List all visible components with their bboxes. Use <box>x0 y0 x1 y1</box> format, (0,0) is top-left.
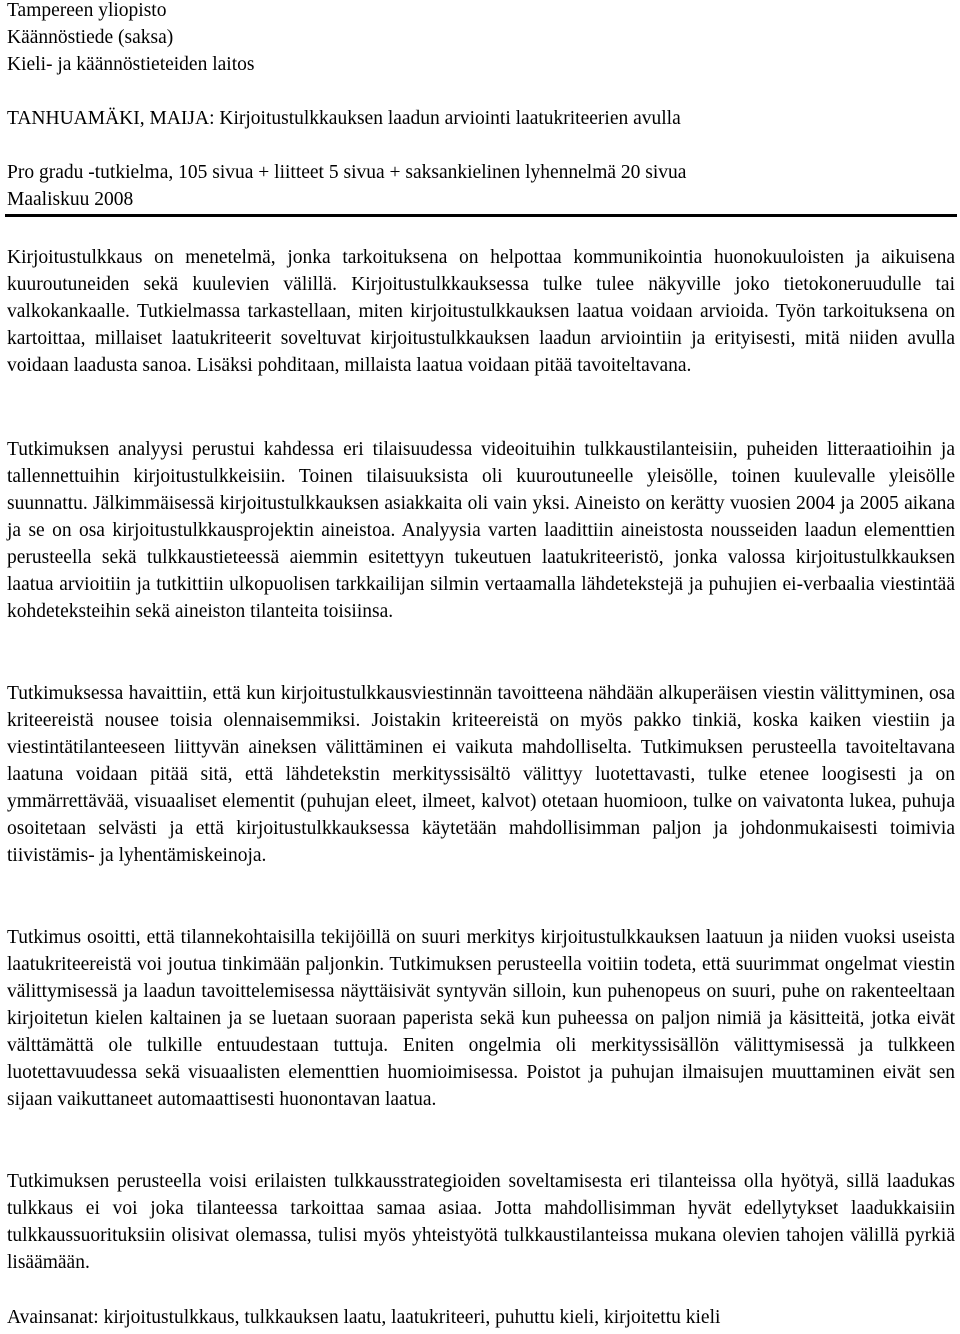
abstract-paragraph-2: Tutkimuksen analyysi perustui kahdessa eri tilaisuudessa videoituihin tulkkaustilanteisiin, puheiden litteraatioihin ja tallennettuihin kirjoitustulkkeisiin. Toinen tilaisuuksista oli kuuroutuneelle yleisölle, toinen kuulevalle yleisölle suunnattu. Jälkimmäisessä kirjoitustulkkauksen asiakkaita oli vain yksi. Aineisto on kerätty vuosien 2004 ja 2005 aikana ja se on osa kirjoitustulkkausprojektin aineistoa. Analyysia varten laadittiin aineistosta nousseiden laadun elementtien perusteella sekä tulkkaustieteessä aiemmin esitettyyn tukeutuen laatukriteeristö, jonka valossa kirjoitustulkkauksen laatua arvioitiin ja tutkittiin ulkopuolisen tarkkailijan silmin vertaamalla lähdetekstejä ja puhujien ei-verbaalia viestintää kohdeteksteihin sekä aineiston tilanteita toisiinsa. <box>7 439 955 622</box>
keywords: Avainsanat: kirjoitustulkkaus, tulkkauksen laatu, laatukriteeri, puhuttu kieli, kirjoitettu kieli <box>7 1307 721 1328</box>
abstract-paragraph-3: Tutkimuksessa havaittiin, että kun kirjoitustulkkausviestinnän tavoitteena nähdään alkuperäisen viestin välittyminen, osa kriteereistä nousee toisia olennaisemmiksi. Joistakin kriteereistä on myös pakko tinkiä, koska kaiken viestiin ja viestintätilanteeseen liittyvän aineksen välittäminen ei vaikuta mahdolliselta. Tutkimuksen perusteella tavoiteltavana laatuna voidaan pitää sitä, että lähdetekstin merkityssisältö välittyy luotettavasti, tulke etenee loogisesti ja on ymmärrettävää, visuaaliset elementit (puhujan eleet, ilmeet, kalvot) otetaan huomioon, tulke on vaivatonta lukea, puhuja osoitetaan selvästi ja että kirjoitustulkkauksessa käytetään mahdollisimman paljon ja johdonmukaisesti toimivia tiivistämis- ja lyhentämiskeinoja. <box>7 683 955 866</box>
thesis-date: Maaliskuu 2008 <box>7 189 134 210</box>
department-name: Käännöstiede (saksa) <box>7 27 174 48</box>
abstract-paragraph-4: Tutkimus osoitti, että tilannekohtaisilla tekijöillä on suuri merkitys kirjoitustulkkauksen laatuun ja niiden vuoksi useista laatukriteereistä voi joutua tinkimään paljonkin. Tutkimuksen perusteella voitiin todeta, että suurimmat ongelmat viestin välittymisessä ja laadun tavoittelemisessa näyttäisivät syntyvän silloin, kun puhenopeus on suuri, puhe on rakenteeltaan kirjoitetun kielen kaltainen ja se luetaan suoraan paperista sekä kun puheessa on paljon nimiä ja käsitteitä, jotka eivät välttämättä ole tulkille entuudestaan tuttuja. Eniten ongelmia oli merkityssisällön välittymisessä ja tulkkeen luotettavuudessa sekä visuaalisten elementtien huomioimisessa. Poistot ja puhujan ilmaisujen muuttaminen eivät sen sijaan vaikuttaneet automaattisesti huonontavan laatua. <box>7 927 955 1110</box>
abstract-paragraph-5: Tutkimuksen perusteella voisi erilaisten tulkkausstrategioiden soveltamisesta eri tilanteissa olla hyötyä, sillä laadukas tulkkaus ei voi joka tilanteessa tarkoittaa samaa asiaa. Jotta mahdollisimman hyvät edellytykset laadukkaisiin tulkkaussuorituksiin olisivat olemassa, tulisi myös yhteistyötä tulkkaustilanteissa mukana olevien tahojen välillä pyrkiä lisäämään. <box>7 1171 955 1273</box>
abstract-paragraph-1: Kirjoitustulkkaus on menetelmä, jonka tarkoituksena on helpottaa kommunikointia huonokuuloisten ja aikuisena kuuroutuneiden sekä kuulevien välillä. Kirjoitustulkkauksessa tulke tulee näkyville joko tietokoneruudulle tai valkokankaalle. Tutkielmassa tarkastellaan, miten kirjoitustulkkauksen laatua voidaan arvioida. Työn tarkoituksena on kartoittaa, millaiset laatukriteerit soveltuvat kirjoitustulkkauksen laadun arviointiin ja erityisesti, mitä niiden avulla voidaan laadusta sanoa. Lisäksi pohditaan, millaista laatua voidaan pitää tavoiteltavana. <box>7 247 955 376</box>
university-name: Tampereen yliopisto <box>7 0 167 21</box>
header-divider <box>5 214 957 217</box>
author-and-title: TANHUAMÄKI, MAIJA: Kirjoitustulkkauksen laadun arviointi laatukriteerien avulla <box>7 108 681 129</box>
thesis-details: Pro gradu -tutkielma, 105 sivua + liitteet 5 sivua + saksankielinen lyhennelmä 20 sivua <box>7 162 687 183</box>
school-name: Kieli- ja käännöstieteiden laitos <box>7 54 255 75</box>
